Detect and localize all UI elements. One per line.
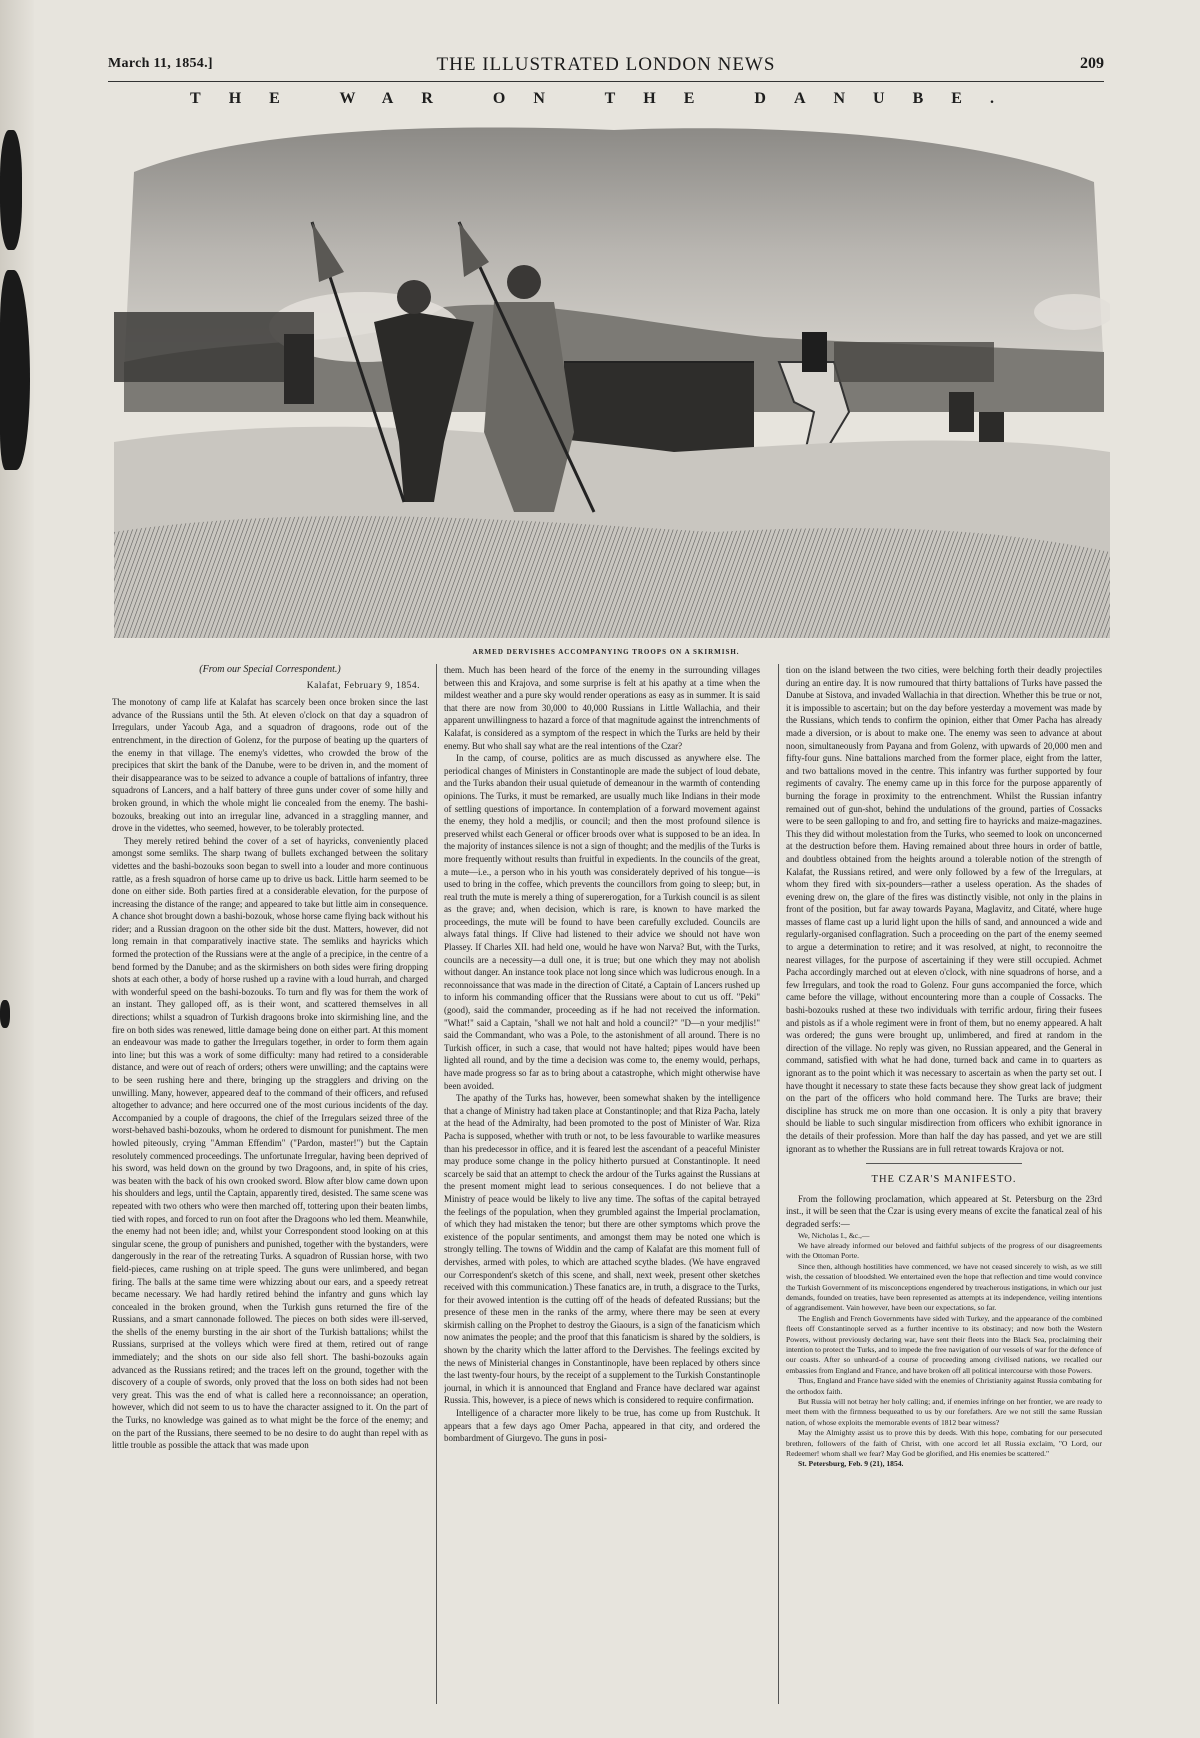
manifesto-paragraph: We, Nicholas I., &c.,— — [798, 1230, 870, 1240]
binding-edge — [0, 0, 34, 1738]
illustration-caption: ARMED DERVISHES ACCOMPANYING TROOPS ON A SKIRMISH. — [472, 648, 740, 656]
ink-blot — [0, 1000, 10, 1028]
section-title: THE WAR ON THE DANUBE. — [190, 90, 1022, 107]
column-rule — [778, 664, 779, 1704]
article-column-3 — [786, 664, 1102, 1704]
manifesto-paragraph: May the Almighty assist us to prove this by deeds. With this hope, combating for our persecuted brethren, followers of the faith of Christ, with one accord let all Russia exclaim, "O Lord, our Redeemer! whom shall we fear? May God be glorified, and His enemies be scattered." — [786, 1428, 1102, 1459]
article-column-1 — [112, 664, 428, 1704]
article-paragraph: Intelligence of a character more likely to be true, has come up from Rustchuk. It appears that a few days ago Omer Pacha, appeared in that city, and ordered the bombardment of Giurgevo. The guns in posi- — [444, 1408, 760, 1444]
manifesto-paragraph: Since then, although hostilities have commenced, we have not ceased sincerely to wish, as we still wish, the cessation of bloodshed. We entertained even the hope that reflection and time would convince the Turkish Government of its misconceptions engendered by treacherous instigations, in which our just demands, founded on treaties, have been represented as attempts at its independence, veiling intentions of aggrandisement. Vain however, have been our expectations, so far. — [786, 1261, 1102, 1313]
masthead — [108, 54, 1104, 80]
page-number: 209 — [1080, 55, 1104, 72]
section-divider — [866, 1163, 1022, 1164]
article-dateline: Kalafat, February 9, 1854. — [306, 680, 420, 691]
manifesto-title: THE CZAR'S MANIFESTO. — [871, 1174, 1017, 1186]
engraving-illustration — [114, 112, 1110, 638]
manifesto-paragraph: But Russia will not betray her holy calling; and, if enemies infringe on her frontier, we are ready to meet them with the firmness bequeathed to us by our forefathers. Are we not still the same Russian nation, of whose exploits the memorable events of 1812 bear witness? — [786, 1397, 1102, 1427]
manifesto-paragraph: Thus, England and France have sided with the enemies of Christianity against Russia combating for the orthodox faith. — [786, 1376, 1102, 1396]
manifesto-signature: St. Petersburg, Feb. 9 (21), 1854. — [798, 1459, 904, 1469]
issue-date: March 11, 1854.] — [108, 56, 213, 71]
article-paragraph: tion on the island between the two cities, were belching forth their deadly projectiles during an entire day. It is now rumoured that thirty battalions of Turks have passed the Danube at Sistova, and invaded Wallachia in that direction. Whether this be true or not, it is impossible to ascertain; but on the day before yesterday a movement was made by the Russians, which tends to confirm the opinion, either that Omer Pacha has already made a diversion, or is about to make one. The enemy was seen to advance at about noon, simultaneously from Payana and from Golenz, with upwards of 20,000 men and fifty-four guns. Nine battalions marched from the former place, eight from the latter, and two battalions moved in the centre. This infantry was further supported by four regiments of cavalry. The enemy came up in this force for the purpose apparently of burning the forage in proximity to the entrenchment. Whilst the Russian infantry remained out of gun-shot, behind the undulations of the ground, parties of Cossacks were to be seen galloping to and fro, and setting fire to hayricks and maize-magazines. This they did without molestation from the Turks, who seemed to look on unconcerned at the destruction before them. Having remained about three hours in order of battle, and doubtless obtained from the heights around a tolerable notion of the strength of Kalafat, the Russians retired, and were only followed by a few of the Irregulars, at whom they fired with six-pounders—rather a useless operation. As the shades of evening drew on, the glare of the fires was distinctly visible, not only in the plains in front of the position, but far away towards Payana, Maglavitz, and Citaté, where huge masses of flame cast up a lurid light upon the hills of sand, and announced a wide and regularly-organised conflagration. Such a proceeding on the part of the enemy seemed to argue a determination to retire; and it was resolved, at night, to reconnoitre the nearest villages, for the purpose of ascertaining if they were still occupied. Achmet Pacha accordingly marched out at eleven o'clock, with nine squadrons of horse, and a few Irregulars, and took the road to Golenz. Four guns accompanied the force, which came before the village, without encountering more than a couple of Cossacks. The bashi-bozouks rushed at these two individuals with terrific ardour, firing their fusees and pistols as if a whole regiment were in front of them, but no enemy appeared. A halt was ordered; the guns were brought up, unlimbered, and fired at random in the direction of the village. No reply was given, no Russian appeared, and the General in command, satisfied with what he had done, turned back and came in to quarters as ignorant as to the point which it was necessary to ascertain as when the party set out. I have thought it necessary to state these facts because they show great lack of judgment on the part of the officers who hold command here. The Turks are brave; their discipline has struck me on more than one occasion. It is only a pity that bravery should be liable to such singular misdirection from officers who exhibit ignorance in the details of their profession. More than half the day has passed, and yet we are still ignorant as to whether the Russians are in full retreat towards Krajova or not. — [786, 665, 1102, 1154]
ink-blot — [0, 130, 22, 250]
troops-center — [564, 362, 754, 452]
article-paragraph: In the camp, of course, politics are as much discussed as anywhere else. The periodical changes of Ministers in Constantinople are made the subject of loud debate, and the Turks abandon their usual quietude of demeanour in the warmth of contending opinions. The Turks, it must be remarked, are usually much like Indians in their mode of settling questions of importance. In contemplation of a forward movement against the enemy, they hold a medjlis, or council; and then the most profound silence is preserved whilst each General or officer broods over what is supposed to be an idea. In the majority of instances silence is not a sign of thought; and the medjlis of the Turks is more frequently without results than fruitful in expedients. In the councils of the great, a mute—i.e., a person who in his youth was considerately deprived of his tongue—is used to bring in the coffee, which prevents the councillors from going to sleep; but, in real truth the mute is merely a thing of supererogation, for a Turkish council is as silent as the grave; and, when decision, which is rare, is known to have marked the proceedings, the mute will be found to have been carefully excluded. Councils are always fatal things. If Clive had listened to their advice we should not have won Plassey. If Charles XII. had held one, would he have won Narva? But, with the Turks, councils are a necessity—a dull one, it is true; but one which they may not abolish without danger. An instance took place not long since which was ludicrous enough. In a reconnoissance that was made in the direction of Citaté, a Captain of Lancers rushed up to inform his commanding officer that the Russians were about to cut us off. "Peki" (good), said the commander, proceeding as if he had not received the information. "What!" said a Captain, "shall we not halt and hold a council?" "D—n your medjlis!" said the Commandant, who was a Pole, to the astonishment of all around. There is no Turkish officer, in such a case, that would not have halted; pipes would have been lighted all round, and by the time a decision was come to, the enemy would, perhaps, have made progress so far as to bring about a catastrophe, which might otherwise have been avoided. — [444, 753, 760, 1091]
article-paragraph: They merely retired behind the cover of a set of hayricks, conveniently placed amongst some semliks. The sharp twang of bullets exchanged between the solitary videttes and the bashi-bozouks soon began to swell into a louder and more continuous rattle, as a fresh squadron of horse came up to drive us back. Little harm seemed to be done on either side. Both parties fired at a considerable elevation, for the purpose of increasing the distance of the range; and appeared to take but little aim in consequence. A chance shot brought down a bashi-bozouk, whose horse came flying back without his rider; and a Russian dragoon on the other side bit the dust. Matters, however, did not long remain in that comparatively inactive state. The semliks and hayricks which formed the protection of the Russians were at the angle of a precipice, in the centre of a bend formed by the Danube; and as the skirmishers on both sides were firing dropping shots at each other, a body of horse rushed up a ravine with a loud hurrah, and charged with wonderful speed on the bashi-bozouks. To turn and fly was for them the work of an instant. They galloped off, as is their wont, and scattered themselves in all directions; whilst a squadron of Turkish dragoons broke into skirmishing line, and the fire on both sides was renewed, little damage being done on either part. At this moment an endeavour was made to gather the Irregulars together, in order to form them again into line; but this was a work of some difficulty: many had retired to a considerable distance, and were out of reach of orders; others were unwilling; and the captains were to be seen rushing here and there, bringing up the stragglers and driving on the unwilling. Many, however, appeared deaf to the command of their officers, and refused altogether to advance; and here occurred one of the most curious incidents of the day. Accompanied by a couple of dragoons, the chief of the Irregulars seized three of the worst-behaved bashi-bozouks, whom he ordered to dismount for punishment. The men howled piteously, crying "Amman Effendim" ("Pardon, master!") but the Captain resolutely commenced proceedings. The unfortunate Irregular, having been deprived of his sword, was held down on the ground by two Dragoons, and, in spite of his cries, was beaten with the back of his own crooked sword. Blow after blow came down upon his shoulders and legs, until the Captain, apparently tired, desisted. The same scene was repeated with two others who were then marched off, tottering upon their beaten limbs, tied with ropes, and forced to run on foot after the Dragoons who led them. Meanwhile, the enemy had not been idle; and, whilst your Correspondent stood looking on at this singular scene, the group of punishers and punished, together with the bystanders, were dangerously in the rear of the retreating Turks. A squadron of Russian horse, with two field-pieces, came rushing on at triple speed. The guns were unlimbered, and began firing. The balls at the same time were whizzing about our ears, and a speedy retreat became necessary. We had hardly retired behind the infantry and guns which lay concealed in the broken ground, when the Turkish guns returned the fire of the Russians, and a smart cannonade followed. The pieces on both sides were ill-served, the shells of the enemy bursting in the air short of the Turkish battalions; whilst the Russians, surprised at the volleys which were fired at them, retired out of range immediately; and the shots on our side also fell short. The bashi-bozouks again advanced as the Russians retired; and the traces left on the ground, together with the discovery of a couple of swords, only proved that the loss on both sides had not been very great. This was the end of what is called here a reconnoissance; an operation, however, which did not seem to us to have the character assigned to it. On the part of the Turks, no knowledge was gained as to what might be the force of the enemy; and on the part of the Russians, there seemed to be no desire to do aught than repel with as little trouble as possible the attack that was made upon — [112, 835, 428, 1451]
ground-shading — [114, 516, 1110, 638]
article-paragraph: The apathy of the Turks has, however, been somewhat shaken by the intelligence that a change of Ministry had taken place at Constantinople; and that Riza Pacha, lately at the head of the Admiralty, had been promoted to the post of Minister of War. Riza Pacha is supposed, whether with truth or not, to be less favourable to warlike measures than his predecessor in office, and it is feared lest the ascendant of a peaceful Minister may produce some change in the policy hitherto pursued at Constantinople. It need scarcely be said that an attempt to check the ardour of the Turks against the Russians at the present moment might lead to serious consequences. I do not believe that a Ministry of peace would be likely to live any time. The softas of the capital betrayed the feelings of the population, when they grumbled against the Imperial proclamation, of which they had mistaken the tenor; but there are other symptoms which prove the existence of the popular sentiments, and amongst them may be noted one which is strongly telling. The towns of Widdin and the camp of Kalafat are this moment full of dervishes, armed with poles, to which are attached scythe blades. (We have engraved our Correspondent's sketch of this scene, and shall, next week, present other sketches received with this communication.) These fanatics are, in truth, a disgrace to the Turks, for their avowed intention is the cutting off of the heads of defeated Russians; but the presence of these men in the ranks of the army, where there may be seen at every skirmish calling on the Prophet to destroy the Giaours, is a sign of the fanaticism which now animates the people; and the proof that this fanaticism is shared by the soldiers, is shown by the charity which the latter afford to the Dervishes. The feelings excited by the news of Ministerial changes in Constantinople, have been replaced by others since the last twenty-four hours, by the receipt of a supplement to the Turkish Constantinople journal, in which it is announced that England and France have declared war against Russia. This, however, is a piece of news which is considered to require confirmation. — [444, 1093, 760, 1406]
column-rule — [436, 664, 437, 1704]
manifesto-intro: From the following proclamation, which appeared at St. Petersburg on the 23rd inst., it will be seen that the Czar is using every means of excite the fanatical zeal of his degraded serfs:— — [786, 1193, 1102, 1229]
article-paragraph: them. Much has been heard of the force of the enemy in the surrounding villages between this and Krajova, and some surprise is felt at his apathy at a time when the mildest weather and a pure sky would render operations as easy as in summer. It is said that there are now from 30,000 to 40,000 Russians in Little Wallachia, and their apparent unwillingness to hazard a force of that magnitude against the intrenchments of Kalafat, is considered as a symptom of the respect in which the Turks are held by their enemy. But who shall say what are the real intentions of the Czar? — [444, 665, 760, 751]
manifesto-paragraph: We have already informed our beloved and faithful subjects of the progress of our disagreements with the Ottoman Porte. — [786, 1240, 1102, 1261]
correspondent-credit: (From our Special Correspondent.) — [199, 664, 341, 675]
article-paragraph: The monotony of camp life at Kalafat has scarcely been once broken since the last advance of the Russians until the 5th. At eleven o'clock on that day a squadron of Irregulars, under Yacoub Aga, and a squadron of dragoons, rode out of the entrenchment, in the direction of Golenz, for the purpose of beating up the quarters of the enemy in that village. The enemy's videttes, who crowded the brow of the precipices that skirt the bank of the Danube, were to be driven in, and the moment of their disappearance was to be seized to advance a couple of battalions of infantry, three squadrons of Lancers, and a half battery of three guns under cover of some hilly and broken ground, in which the whole might lie concealed from the enemy. The bashi-bozouks, breaking out into an irregular line, advanced in a straggling manner, and drove in the videttes, who seemed, however, to be tolerably protected. — [112, 697, 428, 834]
article-column-2 — [444, 664, 760, 1704]
manifesto-paragraph: The English and French Governments have sided with Turkey, and the appearance of the combined fleets off Constantinople served as a further incentive to its obstinacy; and now both the Western Powers, without previously declaring war, have sent their fleets into the Black Sea, proclaiming their intention to protect the Turks, and to impede the free navigation of our vessels of war for the defence of our coasts. After so unheard-of a course of proceeding among civilised nations, we recalled our embassies from England and France, and have broken off all political intercourse with those Powers. — [786, 1313, 1102, 1375]
newspaper-title: THE ILLUSTRATED LONDON NEWS — [436, 54, 776, 75]
distant-column — [834, 342, 994, 382]
masthead-rule — [108, 81, 1104, 82]
